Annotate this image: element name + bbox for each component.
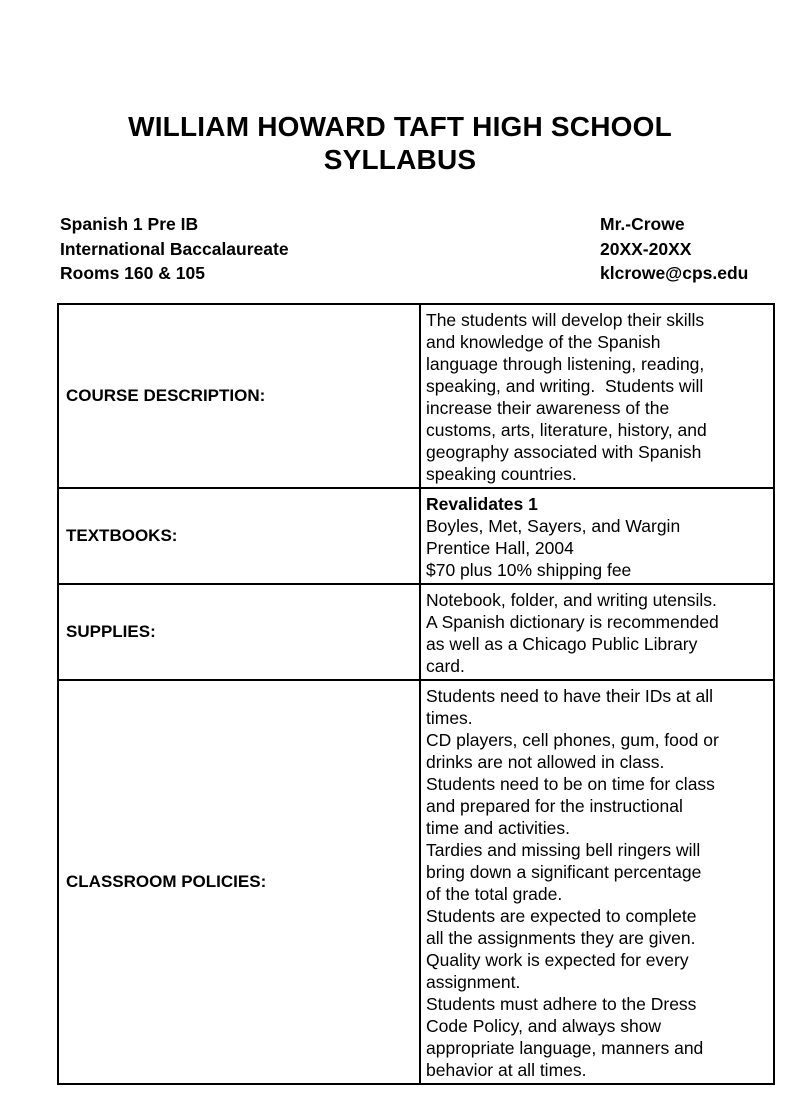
content-line: Code Policy, and always show: [426, 1016, 662, 1036]
content-line: all the assignments they are given.: [426, 928, 696, 948]
content-line: Students need to be on time for class: [426, 774, 715, 794]
table-row: [58, 488, 774, 584]
content-line: Students need to have their IDs at all: [426, 686, 713, 706]
row-label: COURSE DESCRIPTION:: [58, 304, 420, 488]
school-name: WILLIAM HOWARD TAFT HIGH SCHOOL: [128, 111, 672, 142]
content-line: Students must adhere to the Dress: [426, 994, 697, 1014]
content-line: behavior at all times.: [426, 1060, 587, 1080]
table-row: [58, 584, 774, 680]
content-line: customs, arts, literature, history, and: [426, 420, 707, 440]
content-line: of the total grade.: [426, 884, 563, 904]
course-info-right: [600, 212, 748, 286]
course-info-left: [60, 212, 289, 286]
content-line: times.: [426, 708, 473, 728]
content-line: speaking, and writing. Students will: [426, 376, 704, 396]
content-line: increase their awareness of the: [426, 398, 670, 418]
content-line: Boyles, Met, Sayers, and Wargin: [426, 516, 681, 536]
content-line: Tardies and missing bell ringers will: [426, 840, 701, 860]
content-line: drinks are not allowed in class.: [426, 752, 665, 772]
content-line: bring down a significant percentage: [426, 862, 702, 882]
row-content: [420, 304, 774, 488]
row-content: [420, 584, 774, 680]
program-name: International Baccalaureate: [60, 238, 289, 259]
content-line: A Spanish dictionary is recommended: [426, 612, 719, 632]
content-line: assignment.: [426, 972, 521, 992]
content-line: geography associated with Spanish: [426, 442, 702, 462]
content-line: Prentice Hall, 2004: [426, 538, 574, 558]
row-label: SUPPLIES:: [58, 584, 420, 680]
content-line: as well as a Chicago Public Library: [426, 634, 698, 654]
content-line: $70 plus 10% shipping fee: [426, 560, 632, 580]
room-numbers: Rooms 160 & 105: [60, 263, 205, 283]
table-row: [58, 304, 774, 488]
content-line: and knowledge of the Spanish: [426, 332, 661, 352]
teacher-email: klcrowe@cps.edu: [600, 263, 749, 283]
page-title: [0, 110, 800, 176]
content-line: speaking countries.: [426, 464, 577, 484]
content-line: language through listening, reading,: [426, 354, 705, 374]
content-line: Notebook, folder, and writing utensils.: [426, 590, 717, 610]
row-content: [420, 488, 774, 584]
row-label: CLASSROOM POLICIES:: [58, 680, 420, 1084]
content-line: The students will develop their skills: [426, 310, 705, 330]
table-row: [58, 680, 774, 1084]
content-line: time and activities.: [426, 818, 570, 838]
content-line: Quality work is expected for every: [426, 950, 689, 970]
teacher-name: Mr.-Crowe: [600, 214, 685, 234]
syllabus-table: [57, 303, 775, 1085]
document-type: SYLLABUS: [323, 144, 477, 175]
course-name: Spanish 1 Pre IB: [60, 214, 199, 234]
row-label: TEXTBOOKS:: [58, 488, 420, 584]
content-line: CD players, cell phones, gum, food or: [426, 730, 719, 750]
content-line: and prepared for the instructional: [426, 796, 683, 816]
content-line: card.: [426, 656, 465, 676]
row-content: [420, 680, 774, 1084]
school-year: 20XX-20XX: [600, 238, 692, 259]
content-line: Students are expected to complete: [426, 906, 697, 926]
content-line: Revalidates 1: [426, 494, 538, 514]
content-line: appropriate language, manners and: [426, 1038, 704, 1058]
